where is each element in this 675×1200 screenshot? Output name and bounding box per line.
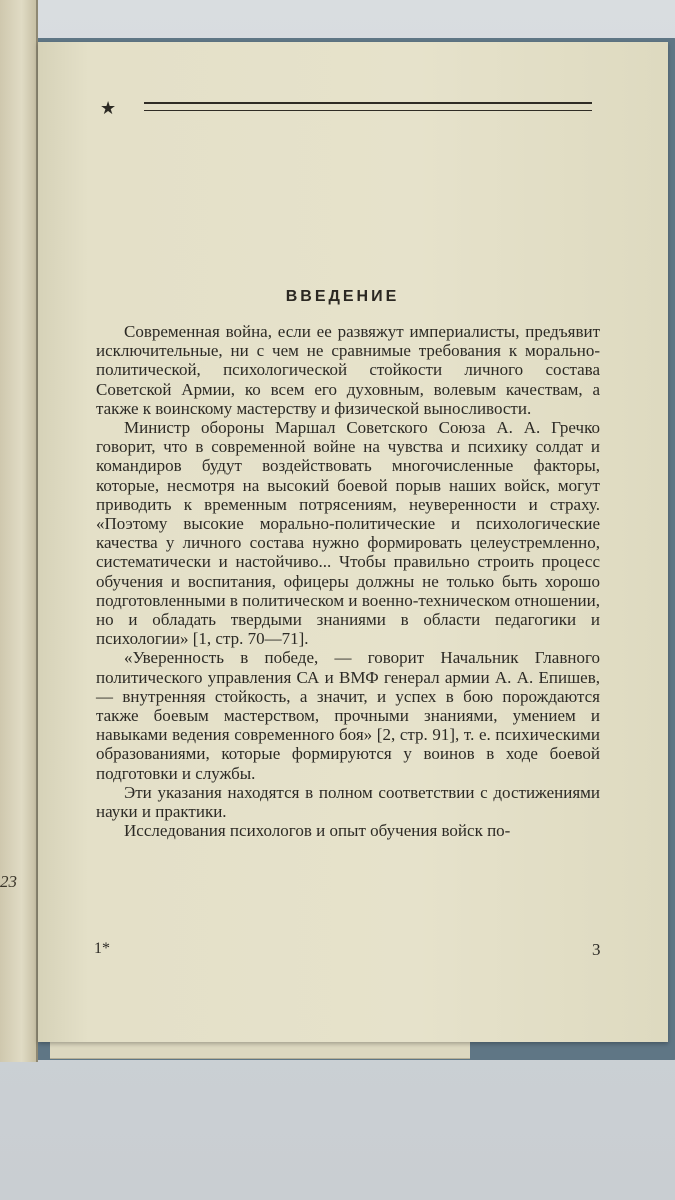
paragraph: Современная война, если ее развяжут империалисты, предъявит исключительные, ни с чем не сравнимые требования к морально-политической, психологической стойкости личного состава Советской Армии, ко всем его духовным, волевым качествам, а также к воинскому мастерству и физической выносливости. (96, 322, 600, 418)
left-page (0, 0, 38, 1062)
header-rule-thin (144, 110, 592, 111)
paragraph: «Уверенность в победе, — говорит Начальник Главного политического управления СА и ВМФ генерал армии А. А. Епишев, — внутренняя стойкость, а значит, и успех в бою порождаются также боевым мастерством, прочными знаниями, умением и навыками ведения современного боя» [2, стр. 91], т. е. психическими образованиями, которые формируются у воинов в ходе боевой подготовки и службы. (96, 648, 600, 783)
header-rule-thick (144, 102, 592, 104)
chapter-title: ВВЕДЕНИЕ (285, 288, 400, 305)
paragraph: Исследования психологов и опыт обучения войск по- (124, 821, 511, 841)
left-page-fragment: 23 (0, 872, 17, 891)
body-text (96, 322, 600, 840)
paragraph: Эти указания находятся в полном соответствии с достижениями науки и практики. (96, 782, 600, 822)
page-number: 3 (592, 940, 601, 959)
signature-mark: 1* (94, 940, 110, 957)
star-icon: ★ (100, 98, 117, 118)
page-edge (50, 1040, 470, 1059)
paragraph: Министр обороны Маршал Советского Союза А. А. Гречко говорит, что в современной войне на чувства и психику солдат и командиров будут воздействовать многочисленные факторы, которые, несмотря на высокий боевой порыв наших войск, могут приводить к временным потрясениям, неуверенности и страху. «Поэтому высокие морально-политические и психологические качества у личного состава нужно формировать целеустремленно, систематически и настойчиво... Чтобы правильно строить процесс обучения и воспитания, офицеры должны не только быть хорошо подготовленными в политическом и военно-техническом отношении, но и обладать твердыми знаниями в области педагогики и психологии» [1, стр. 70—71]. (96, 418, 600, 649)
